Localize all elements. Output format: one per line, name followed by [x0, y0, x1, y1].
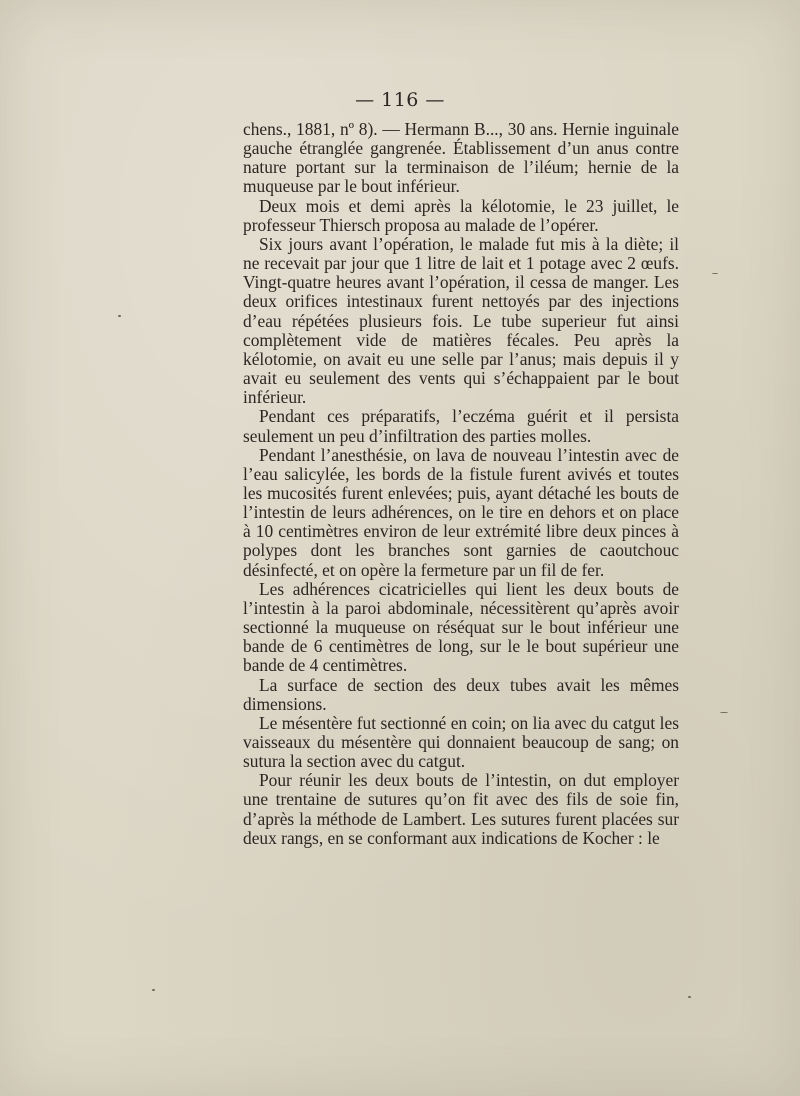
paragraph-3: Six jours avant l’opération, le malade fut mis à la diète; il ne recevait par jour que 1 litre de lait et 1 potage avec 2 œufs. Vingt-quatre heures avant l’opération, il cessa de manger. Les deux orifices intestinaux furent nettoyés par des injections d’eau répétées plusieurs fois. Le tube superieur fut ainsi complètement vide de matières fécales. Peu après la kélotomie, on avait eu une selle par l’anus; mais depuis il y avait eu seulement des vents qui s’échappaient par le bout inférieur. — [243, 233, 679, 408]
paper-speck — [118, 315, 121, 317]
paper-speck — [712, 273, 718, 274]
paragraph-8: Le mésentère fut sectionné en coin; on lia avec du catgut les vaisseaux du mésentère qui donnaient beaucoup de sang; on sutura la section avec du catgut. — [243, 712, 679, 772]
paragraph-1: chens., 1881, nº 8). — Hermann B..., 30 ans. Hernie inguinale gauche étranglée gangrenée. Établissement d’un anus contre nature portant sur la terminaison de l’iléum; hernie de la muqueuse par le bout inférieur. — [243, 119, 679, 197]
paragraph-9: Pour réunir les deux bouts de l’intestin, on dut employer une trentaine de sutures qu’on fit avec des fils de soie fin, d’après la méthode de Lambert. Les sutures furent placées sur deux rangs, en se conformant aux indications de Kocher : le — [243, 770, 679, 848]
paragraph-5: Pendant l’anesthésie, on lava de nouveau l’intestin avec de l’eau salicylée, les bords de la fistule furent avivés et toutes les mucosités furent enlevées; puis, ayant détaché les bouts de l’intestin de leurs adhérences, on le tire en dehors et on place à 10 centimètres environ de leur extrémité libre deux pinces à polypes dont les branches sont garnies de caoutchouc désinfecté, et on opère la fermeture par un fil de fer. — [243, 444, 679, 580]
paragraph-4: Pendant ces préparatifs, l’eczéma guérit et il persista seulement un peu d’infiltration des parties molles. — [243, 406, 679, 446]
paper-speck — [152, 989, 155, 991]
body-text — [243, 120, 679, 848]
paragraph-2: Deux mois et demi après la kélotomie, le 23 juillet, le professeur Thiersch proposa au malade de l’opérer. — [243, 195, 679, 235]
paragraph-7: La surface de section des deux tubes avait les mêmes dimensions. — [243, 674, 679, 714]
paragraph-6: Les adhérences cicatricielles qui lient les deux bouts de l’intestin à la paroi abdominale, nécessitèrent qu’après avoir sectionné la muqueuse on réséquat sur le bout inférieur une bande de 6 centimètres de long, sur le le bout supérieur une bande de 4 centimètres. — [243, 578, 679, 676]
paper-speck — [720, 712, 728, 713]
page-number: — 116 — — [355, 89, 445, 111]
paper-speck — [688, 996, 691, 998]
